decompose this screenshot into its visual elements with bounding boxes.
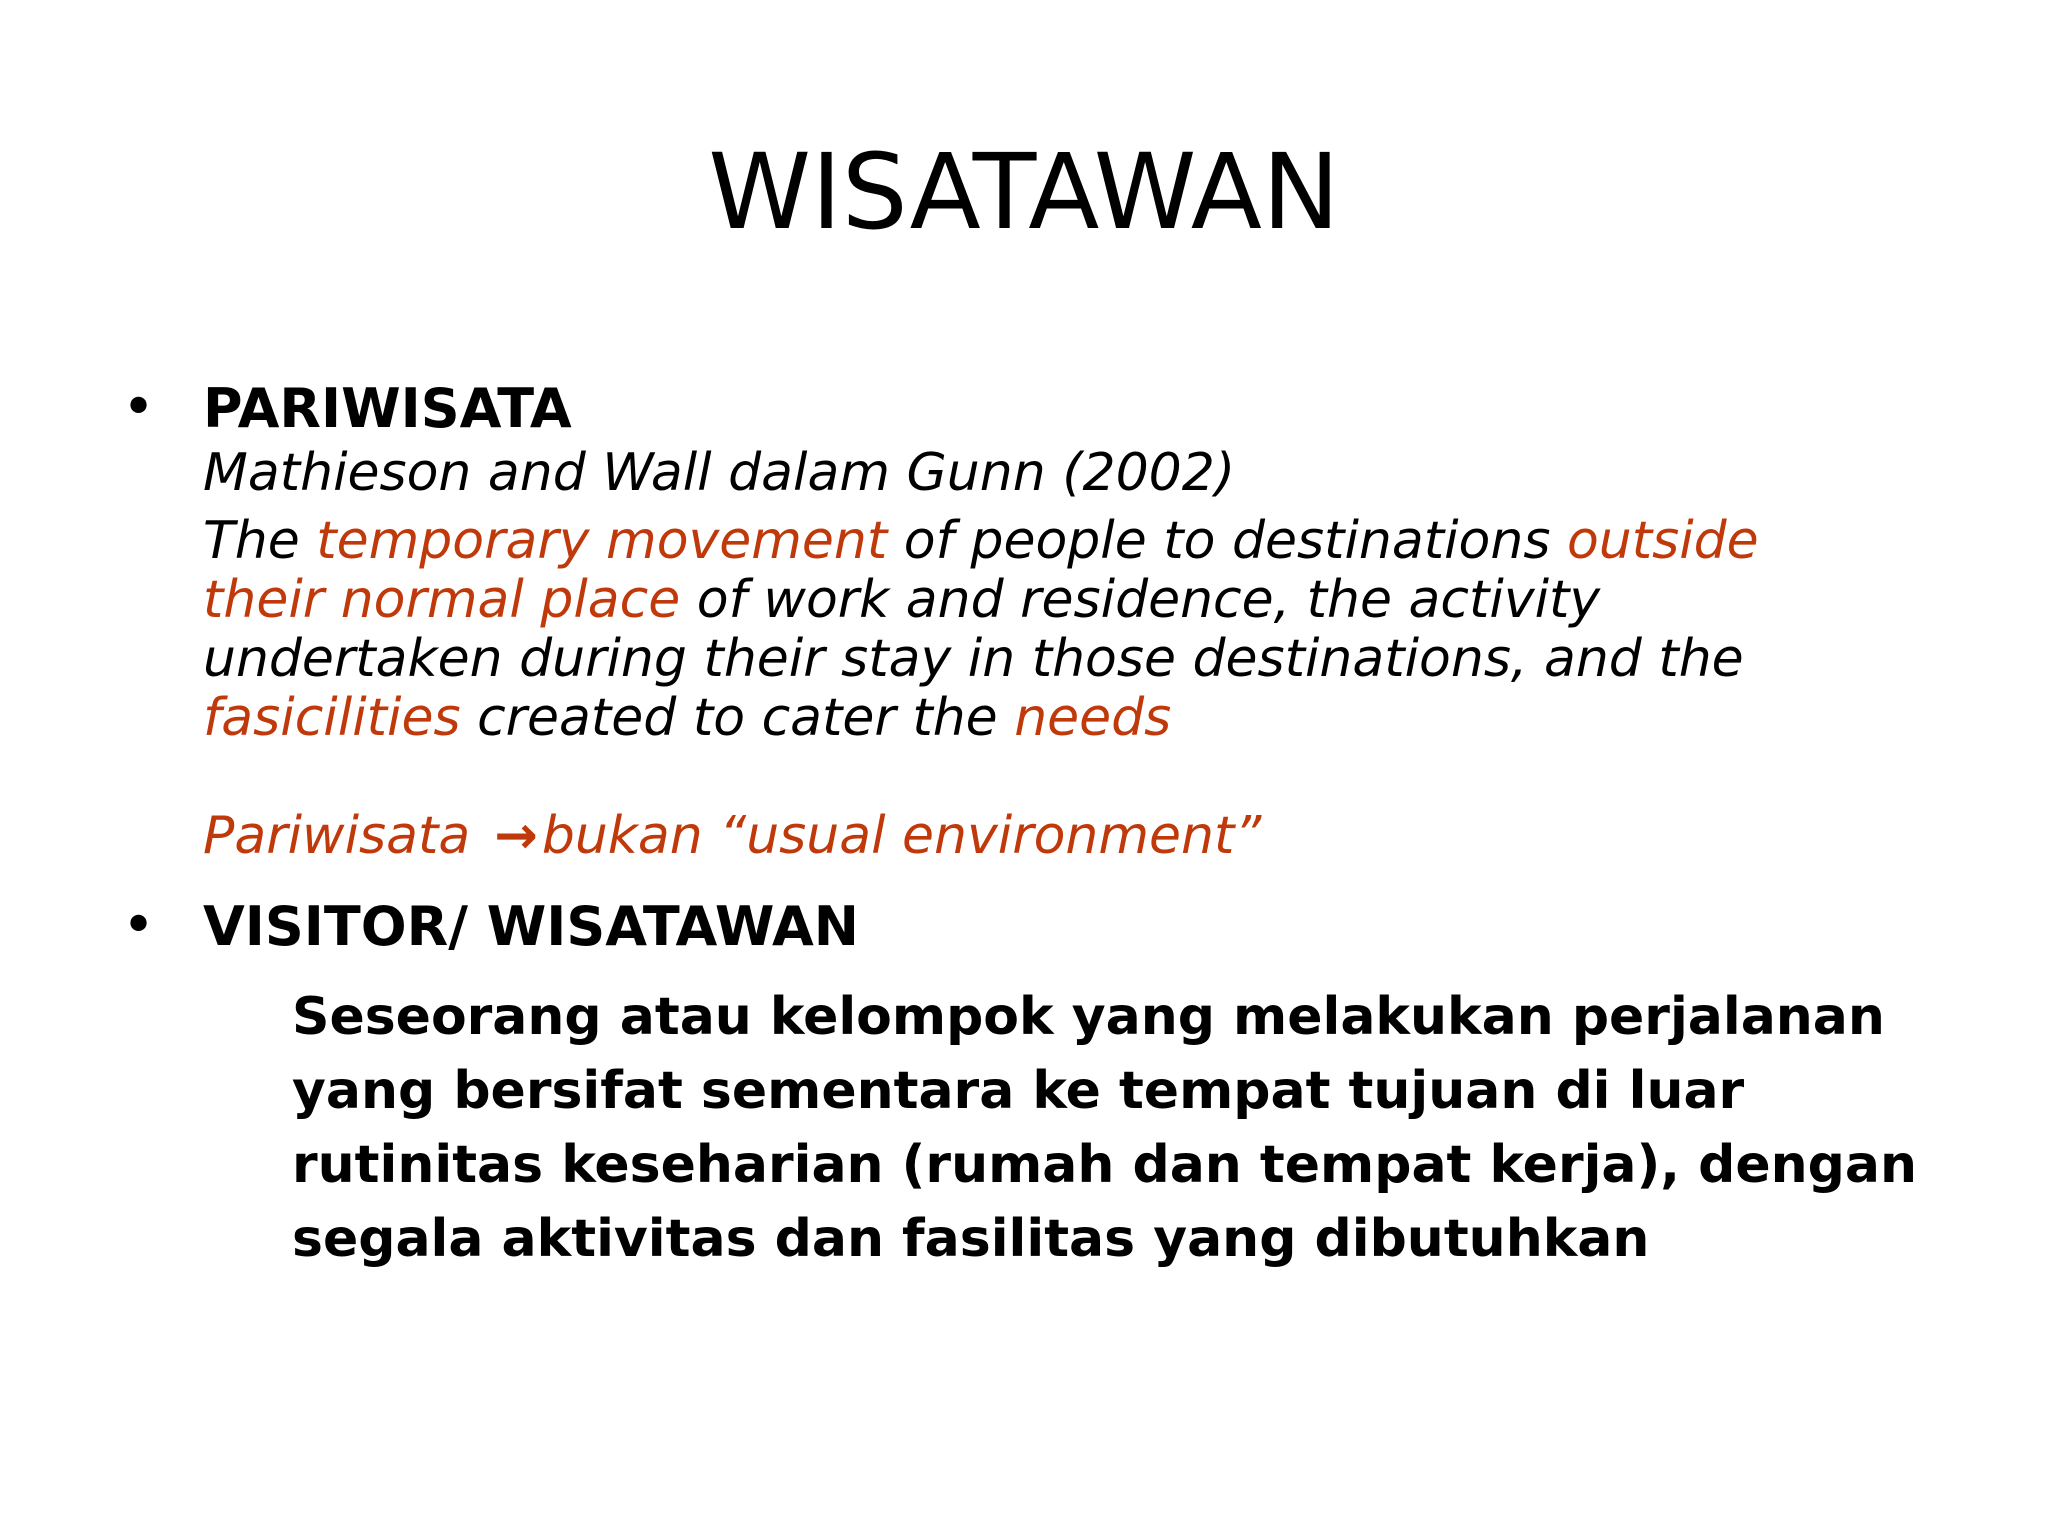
note-right: bukan “usual environment” <box>541 806 1262 866</box>
definition-segment: of people to destinations <box>887 511 1567 571</box>
definition-highlight: fasicilities <box>203 688 461 748</box>
description-line: rutinitas keseharian (rumah dan tempat kerja), dengan <box>292 1135 1917 1195</box>
description-line: Seseorang atau kelompok yang melakukan perjalanan <box>292 987 1885 1047</box>
section-heading-pariwisata: PARIWISATA <box>203 377 572 440</box>
definition-line <box>203 512 1903 571</box>
definition-segment: created to cater the <box>460 688 1015 748</box>
definition-segment: of work and residence, the activity <box>680 570 1601 630</box>
definition-line <box>203 571 1903 630</box>
visitor-description <box>292 980 1992 1276</box>
definition-segment: The <box>203 511 317 571</box>
definition-segment: undertaken during their stay in those destinations, and the <box>203 629 1744 689</box>
slide-title: WISATAWAN <box>708 131 1340 253</box>
definition-highlight: their normal place <box>203 570 681 630</box>
definition-highlight: temporary movement <box>316 511 888 571</box>
section-heading-visitor: VISITOR/ WISATAWAN <box>203 895 859 958</box>
definition-highlight: outside <box>1566 511 1759 571</box>
arrow-right-icon: → <box>494 806 538 866</box>
note-line <box>203 805 1261 867</box>
definition-highlight: needs <box>1014 688 1172 748</box>
definition-line <box>203 689 1903 748</box>
bullet-marker: • <box>122 893 156 958</box>
description-line: segala aktivitas dan fasilitas yang dibutuhkan <box>292 1209 1650 1269</box>
definition-text <box>203 512 1903 748</box>
bullet-marker: • <box>122 375 156 440</box>
definition-line <box>203 630 1903 689</box>
citation: Mathieson and Wall dalam Gunn (2002) <box>203 443 1236 503</box>
description-line: yang bersifat sementara ke tempat tujuan di luar <box>292 1061 1745 1121</box>
note-left: Pariwisata <box>203 806 471 866</box>
